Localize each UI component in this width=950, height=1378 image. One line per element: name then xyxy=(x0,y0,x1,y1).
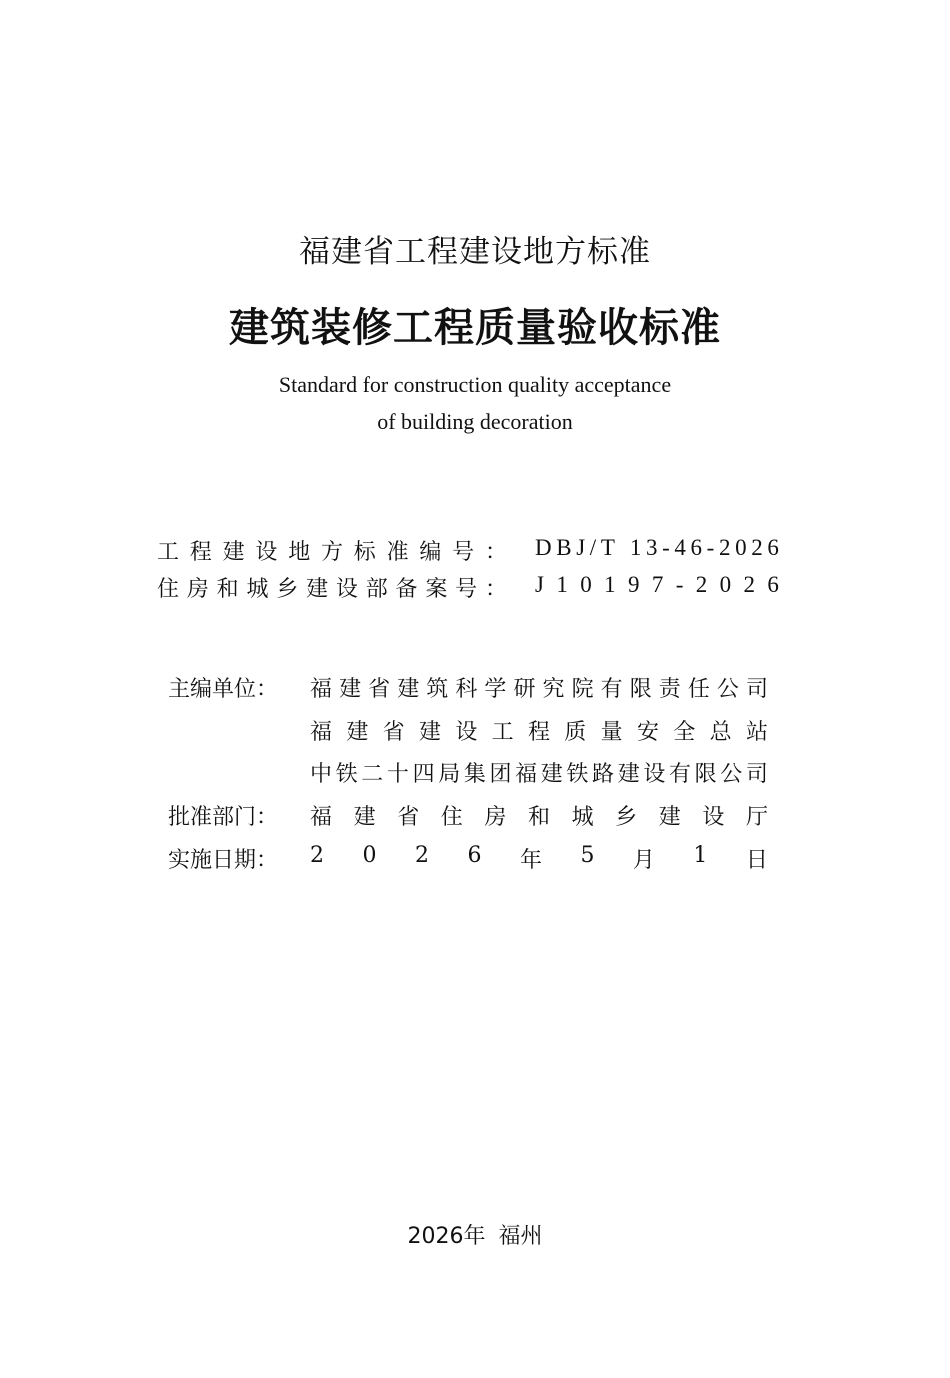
editor-name: 福 建 省 建 筑 科 学 研 究 院 有 限 责 任 公 司 xyxy=(310,677,768,702)
standard-number-label: 工 程 建 设 地 方 标 准 编 号 ： xyxy=(157,540,507,565)
approval-label: 批准部门： xyxy=(168,805,279,830)
approval-row xyxy=(168,800,778,840)
main-title: 建筑装修工程质量验收标准 xyxy=(229,305,721,351)
effective-date-row xyxy=(168,843,778,883)
effective-date-label: 实施日期： xyxy=(168,848,279,873)
english-title-line-1: Standard for construction quality acceptance xyxy=(278,372,672,397)
editor-row-1 xyxy=(168,672,778,712)
editor-label: 主编单位： xyxy=(168,677,279,702)
english-title-line-2: of building decoration xyxy=(377,409,573,434)
editor-name: 中 铁 二 十 四 局 集 团 福 建 铁 路 建 设 有 限 公 司 xyxy=(310,762,768,787)
standard-number-value: D B J / T 1 3 - 4 6 - 2 0 2 6 xyxy=(535,535,779,560)
series-title: 福建省工程建设地方标准 xyxy=(299,234,651,270)
standard-number-row xyxy=(157,535,797,571)
editor-row-2 xyxy=(168,715,778,755)
editor-name: 福 建 省 建 设 工 程 质 量 安 全 总 站 xyxy=(310,720,768,745)
record-number-row xyxy=(157,572,797,608)
english-title xyxy=(0,366,950,440)
editor-row-3 xyxy=(168,757,778,797)
record-number-label: 住 房 和 城 乡 建 设 部 备 案 号 ： xyxy=(157,577,507,602)
effective-date-value: 2 0 2 6 年 5 月 1 日 xyxy=(310,843,768,873)
footer-year-place: 2026年 福州 xyxy=(407,1224,543,1249)
approval-value: 福 建 省 住 房 和 城 乡 建 设 厅 xyxy=(310,805,768,830)
record-number-value: J 1 0 1 9 7 - 2 0 2 6 xyxy=(535,572,779,597)
